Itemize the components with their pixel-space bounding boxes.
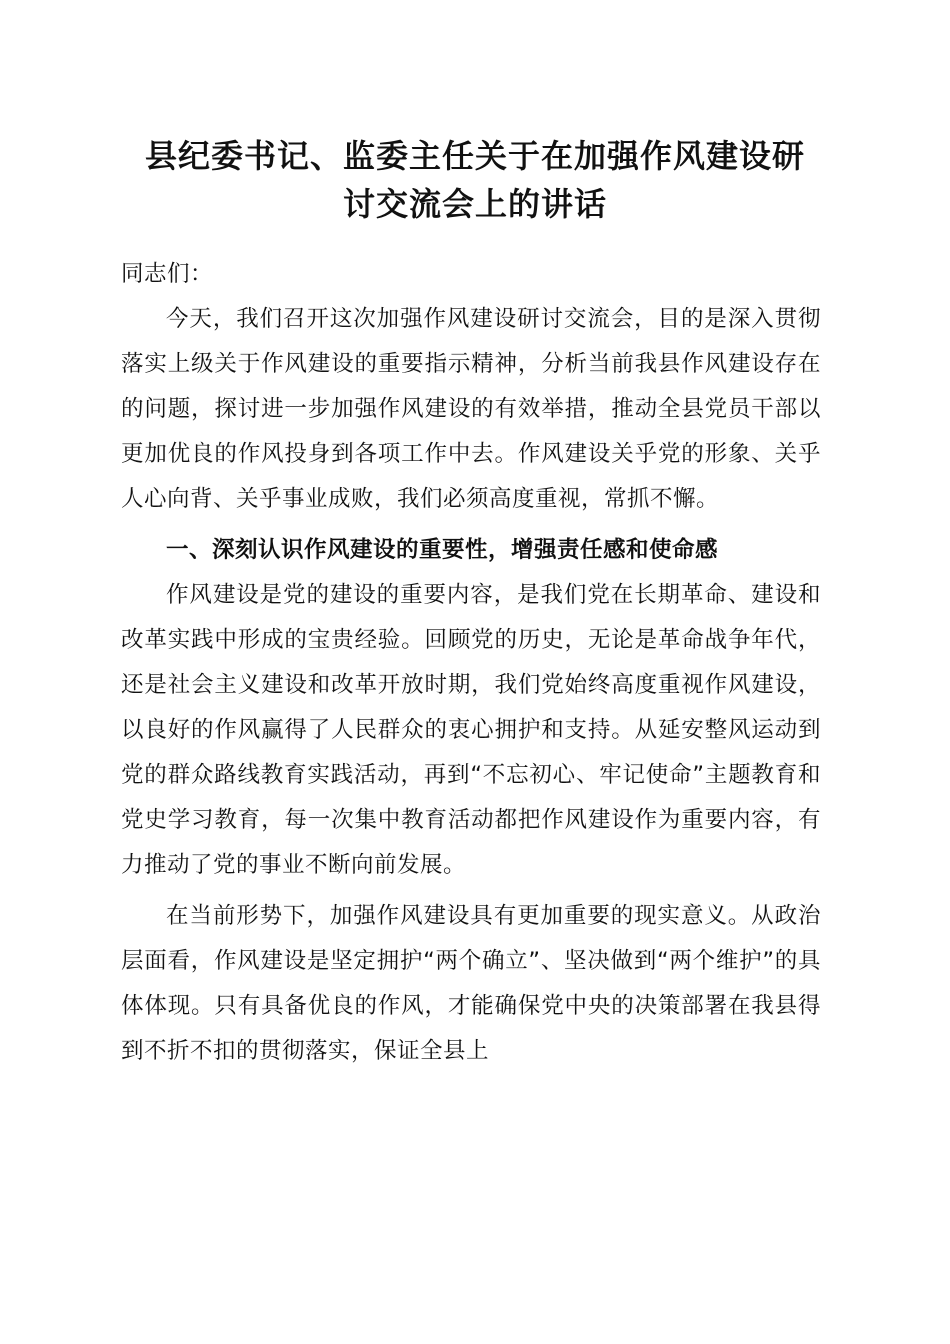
document-title [100,132,850,228]
paragraph-history: 作风建设是党的建设的重要内容，是我们党在长期革命、建设和改革实践中形成的宝贵经验。回顾党的历史，无论是革命战争年代，还是社会主义建设和改革开放时期，我们党始终高度重视作风建设，以良好的作风赢得了人民群众的衷心拥护和支持。从延安整风运动到党的群众路线教育实践活动，再到“不忘初心、牢记使命”主题教育和党史学习教育，每一次集中教育活动都把作风建设作为重要内容，有力推动了党的事业不断向前发展。 [121,582,821,878]
greeting: 同志们： [121,261,214,287]
title-line-2: 讨交流会上的讲话 [342,185,607,223]
section-heading-1: 一、深刻认识作风建设的重要性，增强责任感和使命感 [166,537,719,563]
paragraph-intro: 今天，我们召开这次加强作风建设研讨交流会，目的是深入贯彻落实上级关于作风建设的重要指示精神，分析当前我县作风建设存在的问题，探讨进一步加强作风建设的有效举措，推动全县党员干部以更加优良的作风投身到各项工作中去。作风建设关乎党的形象、关乎人心向背、关乎事业成败，我们必须高度重视，常抓不懈。 [121,306,821,512]
paragraph-significance: 在当前形势下，加强作风建设具有更加重要的现实意义。从政治层面看，作风建设是坚定拥护“两个确立”、坚决做到“两个维护”的具体体现。只有具备优良的作风，才能确保党中央的决策部署在我县得到不折不扣的贯彻落实，保证全县上 [121,903,821,1064]
document-body [121,252,821,1074]
title-line-1: 县纪委书记、监委主任关于在加强作风建设研 [144,137,805,175]
